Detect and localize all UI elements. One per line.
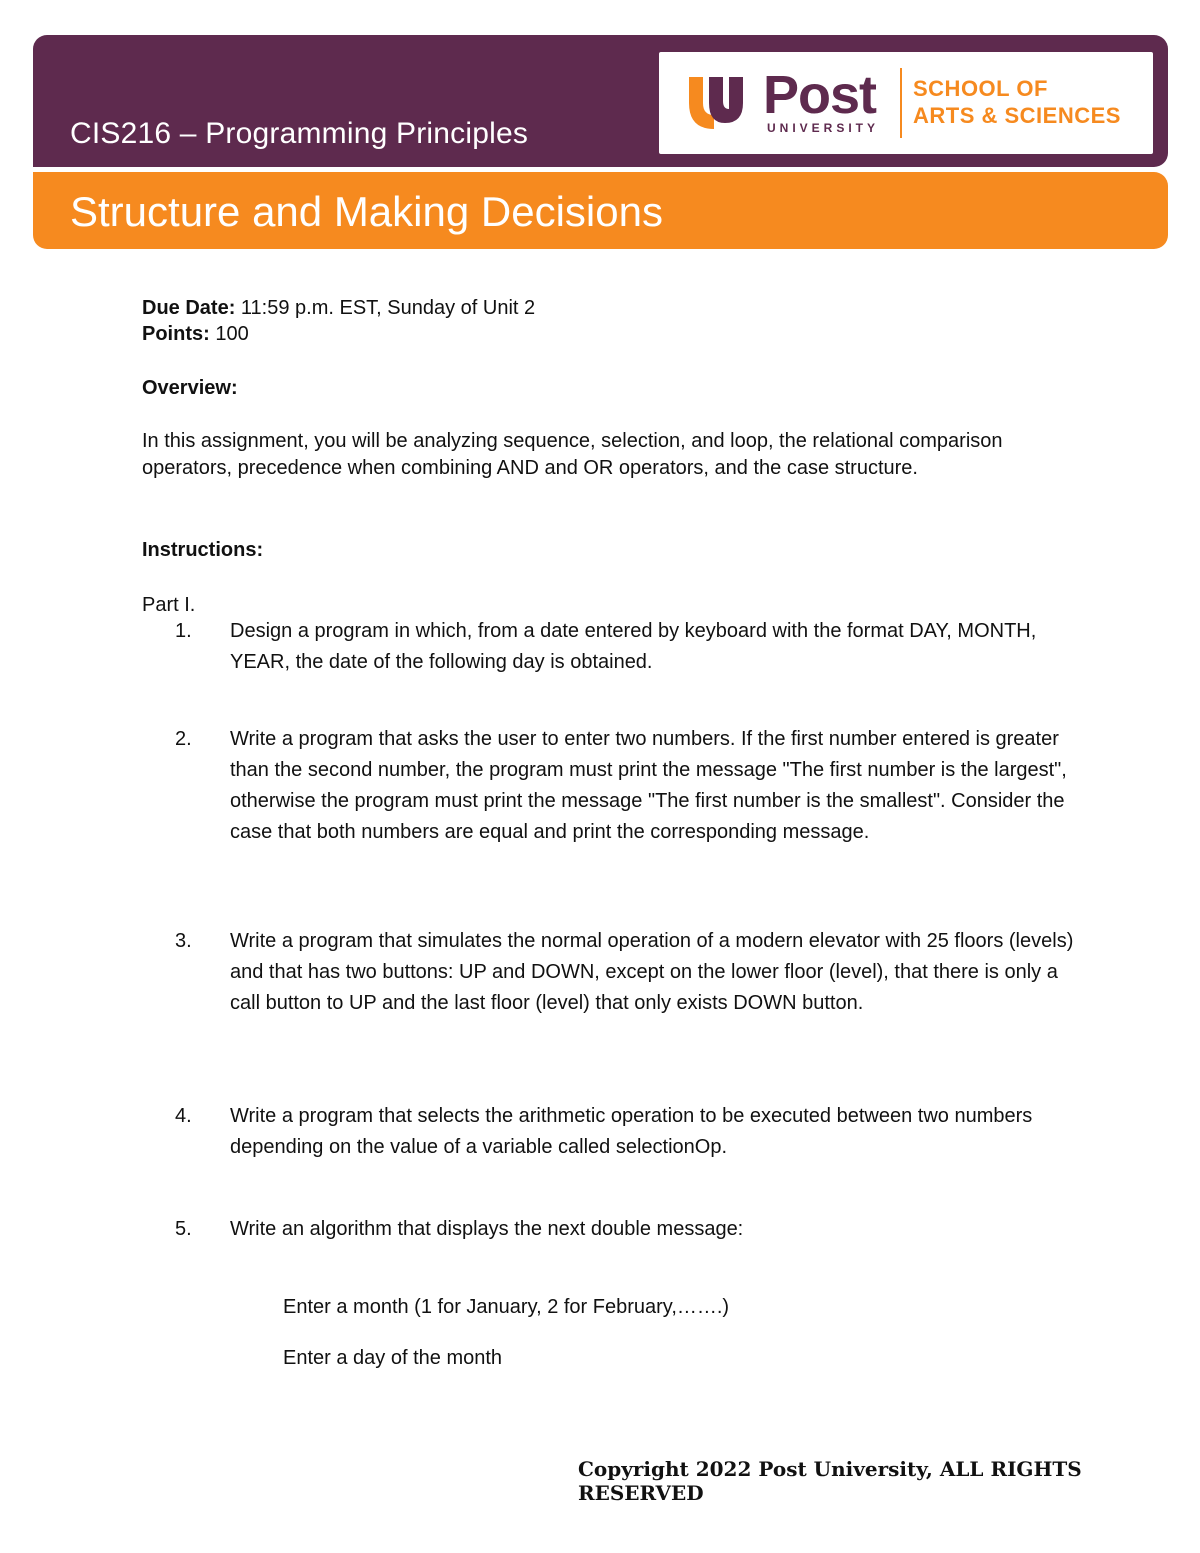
university-logo <box>659 52 1153 154</box>
logo-university-text: UNIVERSITY <box>767 121 880 135</box>
due-date-value: 11:59 p.m. EST, Sunday of Unit 2 <box>240 297 536 319</box>
points-label: Points: <box>142 323 210 345</box>
item-text: Write a program that asks the user to enter two numbers. If the first number entered is greater than the second number, the program must print the message "The first number is the largest", otherwise the program must print the message "The first number is the smallest". Consider the case that both numbers are equal and print the corresponding message. <box>230 728 1067 843</box>
item-number: 4. <box>175 1105 192 1127</box>
logo-wordmark: Post <box>763 65 877 125</box>
points-line <box>142 319 249 350</box>
message-day: Enter a day of the month <box>283 1347 503 1369</box>
item-number: 1. <box>175 620 192 642</box>
copyright-footer: Copyright 2022 Post University, ALL RIGHTS RESERVED <box>578 1457 1082 1505</box>
school-name-line-1: SCHOOL OF <box>913 76 1048 101</box>
item-text: Write a program that selects the arithmetic operation to be executed between two numbers depending on the value of a variable called selectionOp. <box>230 1105 1033 1158</box>
instructions-heading: Instructions: <box>142 539 264 561</box>
overview-text: In this assignment, you will be analyzing sequence, selection, and loop, the relational comparison operators, precedence when combining AND and OR operators, and the case structure. <box>142 430 1003 479</box>
item-text: Design a program in which, from a date entered by keyboard with the format DAY, MONTH, YEAR, the date of the following day is obtained. <box>230 620 1037 673</box>
document-title: Structure and Making Decisions <box>70 188 663 235</box>
school-name-line-2: ARTS & SCIENCES <box>913 103 1121 128</box>
overview-heading: Overview: <box>142 377 238 399</box>
item-number: 5. <box>175 1218 192 1240</box>
item-text: Write an algorithm that displays the next double message: <box>230 1218 744 1240</box>
part-label: Part I. <box>142 594 196 616</box>
item-number: 2. <box>175 728 192 750</box>
due-date-label: Due Date: <box>142 297 236 319</box>
item-number: 3. <box>175 930 192 952</box>
logo-divider <box>900 68 902 138</box>
points-value: 100 <box>215 323 249 345</box>
item-text: Write a program that simulates the normal operation of a modern elevator with 25 floors (levels) and that has two buttons: UP and DOWN, except on the lower floor (level), that there is only a call button to UP and the last floor (level) that only exists DOWN button. <box>230 930 1074 1014</box>
post-university-logo-icon <box>685 73 755 135</box>
course-title: CIS216 – Programming Principles <box>70 117 529 150</box>
message-month: Enter a month (1 for January, 2 for February,…….) <box>283 1296 730 1318</box>
